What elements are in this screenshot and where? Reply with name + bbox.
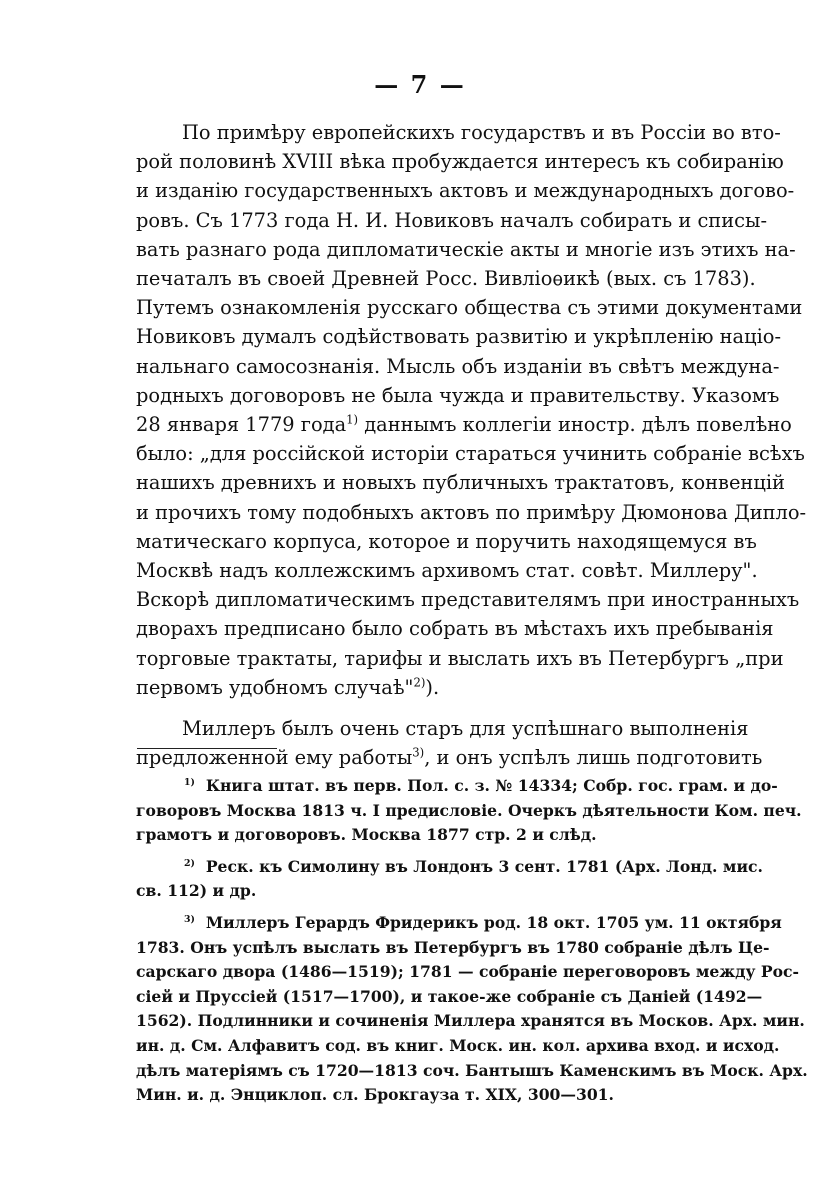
page-number: — 7 — <box>374 70 466 99</box>
text-line: По примѣру европейскихъ государствъ и въ Россіи во вто- <box>182 121 781 144</box>
text-line: нальнаго самосознанія. Мысль объ изданіи въ свѣтъ междуна- <box>136 354 780 378</box>
text-line: было: „для россійской исторіи стараться учинить собраніе всѣхъ <box>136 442 805 466</box>
text-line: торговые трактаты, тарифы и выслать ихъ въ Петербургъ „при <box>136 646 784 670</box>
paragraph-1 <box>136 118 807 702</box>
footnote-line <box>136 911 782 936</box>
footnote-3 <box>136 911 808 1108</box>
text-line <box>136 410 792 439</box>
text-line: и прочихъ тому подобныхъ актовъ по примѣру Дюмонова Дипло- <box>136 500 807 524</box>
text-line: вать разнаго рода дипломатическіе акты и многіе изъ этихъ на- <box>136 237 796 261</box>
footnote-line: грамотъ и договоровъ. Москва 1877 стр. 2 и слѣд. <box>136 825 597 845</box>
text-line: нашихъ древнихъ и новыхъ публичныхъ трактатовъ, конвенцій <box>136 471 785 495</box>
footnote-line: Мин. и. д. Энциклоп. сл. Брокгауза т. XIX, 300—301. <box>136 1085 614 1105</box>
text-line: печаталъ въ своей Древней Росс. Вивліоѳикѣ (вых. съ 1783). <box>136 267 756 291</box>
text-segment: Книга штат. въ перв. Пол. с. з. № 14334; Собр. гос. грам. и до- <box>205 776 778 795</box>
footnote-separator <box>137 748 277 749</box>
text-line: ровъ. Съ 1773 года Н. И. Новиковъ началъ собирать и списы- <box>136 208 768 232</box>
text-segment: , и онъ успѣлъ лишь подготовить <box>424 746 763 770</box>
footnote-line <box>136 774 778 799</box>
text-line: Москвѣ надъ коллежскимъ архивомъ стат. совѣт. Миллеру". <box>136 559 758 583</box>
text-line: рой половинѣ XVIII вѣка пробуждается интересъ къ собиранію <box>136 150 784 174</box>
footnotes <box>136 774 808 1115</box>
text-segment: Реск. къ Симолину въ Лондонъ 3 сент. 1781 (Арх. Лонд. мис. <box>205 856 763 876</box>
footnote-1 <box>136 774 802 848</box>
text-line <box>136 673 740 702</box>
text-segment: предложенной ему работы <box>136 746 413 770</box>
footnote-line: говоровъ Москва 1813 ч. I предисловіе. Очеркъ дѣятельности Ком. печ. <box>136 800 802 820</box>
text-line: Путемъ ознакомленія русскаго общества съ этими документами <box>136 296 803 320</box>
text-line: Новиковъ думалъ содѣйствовать развитію и укрѣпленію націо- <box>136 325 781 349</box>
footnote-ref-1[interactable]: 1) <box>346 412 359 427</box>
footnote-line: дѣлъ матеріямъ съ 1720—1813 соч. Бантышъ Каменскимъ въ Моск. Арх. <box>136 1060 808 1080</box>
body-text <box>136 118 807 772</box>
footnote-line: 1562). Подлинники и сочиненія Миллера хранятся въ Москов. Арх. мин. <box>136 1011 805 1031</box>
text-segment: ). <box>425 675 440 699</box>
paragraph-2 <box>136 714 763 772</box>
text-line: дворахъ предписано было собрать въ мѣстахъ ихъ пребыванія <box>136 617 774 641</box>
footnote-line: ин. д. См. Алфавитъ сод. въ книг. Моск. ин. кол. архива вход. и исход. <box>136 1035 780 1055</box>
footnote-line: св. 112) и др. <box>136 881 257 901</box>
text-line: и изданію государственныхъ актовъ и международныхъ догово- <box>136 179 795 203</box>
footnote-ref-3[interactable]: 3) <box>412 745 425 760</box>
text-segment: первомъ удобномъ случаѣ" <box>136 675 414 699</box>
footnote-2 <box>136 855 763 904</box>
text-line: матическаго корпуса, которое и поручить находящемуся въ <box>136 529 757 553</box>
footnote-marker: 2) <box>184 857 195 869</box>
text-line: Вскорѣ дипломатическимъ представителямъ при иностранныхъ <box>136 588 800 612</box>
footnote-line: сарскаго двора (1486—1519); 1781 — собраніе переговоровъ между Рос- <box>136 962 799 982</box>
footnote-marker: 1) <box>184 776 195 788</box>
footnote-line <box>136 855 763 880</box>
text-line: Миллеръ былъ очень старъ для успѣшнаго выполненія <box>182 717 749 741</box>
footnote-ref-2[interactable]: 2) <box>413 675 426 690</box>
footnote-line: сіей и Пруссіей (1517—1700), и такое-же собраніе съ Даніей (1492— <box>136 986 763 1006</box>
text-line: родныхъ договоровъ не была чужда и правительству. Указомъ <box>136 383 780 407</box>
text-segment: 28 января 1779 года <box>136 413 347 437</box>
footnote-line: 1783. Онъ успѣлъ выслать въ Петербургъ въ 1780 собраніе дѣлъ Це- <box>136 937 770 957</box>
text-segment: Миллеръ Герардъ Фридерикъ род. 18 окт. 1705 ум. 11 октября <box>205 912 782 932</box>
text-segment: даннымъ коллегіи иностр. дѣлъ повелѣно <box>358 413 792 437</box>
footnote-marker: 3) <box>184 913 195 925</box>
